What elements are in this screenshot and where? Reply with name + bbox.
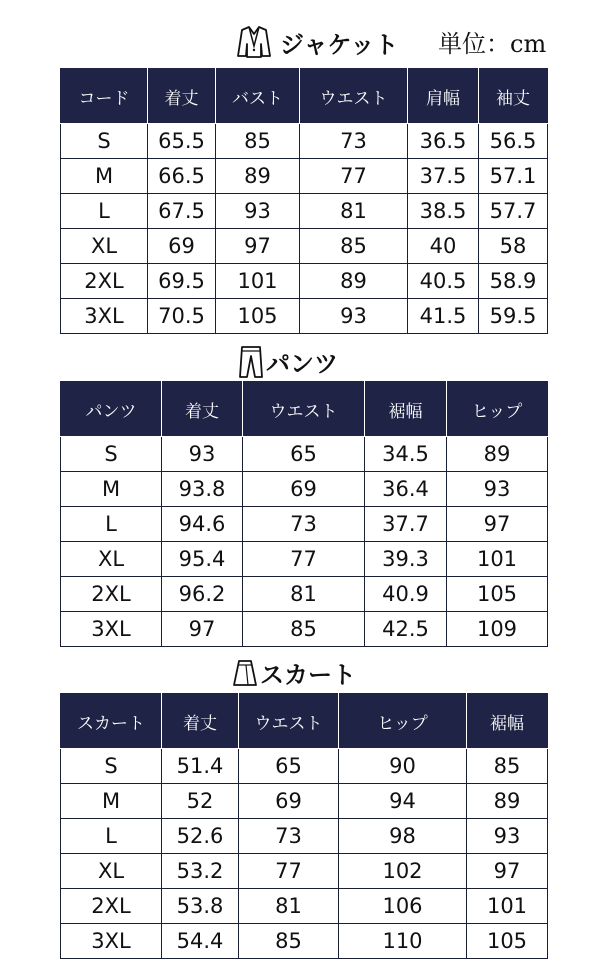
table-row — [61, 577, 548, 612]
table-cell: 58 — [479, 229, 548, 264]
skirt-title: スカート — [260, 661, 356, 689]
table-cell: 89 — [447, 437, 548, 472]
column-header: 着丈 — [148, 69, 216, 124]
table-cell: 97 — [216, 229, 300, 264]
column-header: 着丈 — [162, 694, 239, 749]
table-cell: 85 — [216, 124, 300, 159]
table-cell: 89 — [467, 784, 548, 819]
column-header: ヒップ — [447, 382, 548, 437]
table-cell: 42.5 — [365, 612, 447, 647]
table-cell: 94 — [339, 784, 467, 819]
table-row — [61, 159, 548, 194]
table-cell: 89 — [300, 264, 408, 299]
table-cell: 97 — [467, 854, 548, 889]
table-cell: 93 — [216, 194, 300, 229]
table-cell: 51.4 — [162, 749, 239, 784]
table-cell: 105 — [447, 577, 548, 612]
table-cell: 70.5 — [148, 299, 216, 334]
table-cell: 93 — [300, 299, 408, 334]
table-cell: 95.4 — [162, 542, 243, 577]
table-row — [61, 612, 548, 647]
jacket-header-row — [61, 69, 548, 124]
table-cell: 2XL — [61, 577, 162, 612]
pants-title: パンツ — [266, 350, 338, 378]
table-row — [61, 507, 548, 542]
table-cell: 73 — [239, 819, 339, 854]
table-cell: 37.5 — [408, 159, 479, 194]
table-cell: 93 — [162, 437, 243, 472]
table-cell: 3XL — [61, 612, 162, 647]
table-cell: 36.4 — [365, 472, 447, 507]
table-cell: 93 — [467, 819, 548, 854]
table-cell: 57.1 — [479, 159, 548, 194]
table-cell: M — [61, 784, 162, 819]
table-cell: 85 — [243, 612, 365, 647]
table-row — [61, 819, 548, 854]
table-cell: 96.2 — [162, 577, 243, 612]
table-cell: 2XL — [61, 264, 148, 299]
table-row — [61, 472, 548, 507]
table-cell: S — [61, 749, 162, 784]
column-header: ウエスト — [239, 694, 339, 749]
table-row — [61, 194, 548, 229]
table-cell: 101 — [467, 889, 548, 924]
table-cell: 3XL — [61, 924, 162, 959]
table-row — [61, 924, 548, 959]
table-cell: 77 — [239, 854, 339, 889]
table-cell: 57.7 — [479, 194, 548, 229]
table-cell: 40.5 — [408, 264, 479, 299]
column-header: スカート — [61, 694, 162, 749]
table-cell: 3XL — [61, 299, 148, 334]
skirt-header-row — [61, 694, 548, 749]
table-cell: 66.5 — [148, 159, 216, 194]
unit-label: 単位：cm — [438, 30, 547, 58]
table-cell: 69 — [239, 784, 339, 819]
table-cell: 89 — [216, 159, 300, 194]
table-cell: 56.5 — [479, 124, 548, 159]
jacket-icon — [234, 24, 274, 60]
table-cell: 41.5 — [408, 299, 479, 334]
column-header: ウエスト — [300, 69, 408, 124]
table-cell: L — [61, 194, 148, 229]
table-cell: 102 — [339, 854, 467, 889]
table-cell: 105 — [216, 299, 300, 334]
table-cell: 109 — [447, 612, 548, 647]
table-cell: 106 — [339, 889, 467, 924]
table-row — [61, 299, 548, 334]
pants-section-title — [238, 344, 338, 379]
column-header: ヒップ — [339, 694, 467, 749]
table-cell: 93.8 — [162, 472, 243, 507]
table-row — [61, 229, 548, 264]
table-row — [61, 854, 548, 889]
table-row — [61, 784, 548, 819]
skirt-size-table — [60, 693, 548, 959]
column-header: パンツ — [61, 382, 162, 437]
table-cell: 53.8 — [162, 889, 239, 924]
table-cell: 69.5 — [148, 264, 216, 299]
column-header: ウエスト — [243, 382, 365, 437]
table-cell: S — [61, 437, 162, 472]
table-cell: M — [61, 159, 148, 194]
pants-header-row — [61, 382, 548, 437]
table-cell: 40 — [408, 229, 479, 264]
table-cell: 58.9 — [479, 264, 548, 299]
column-header: 裾幅 — [365, 382, 447, 437]
table-row — [61, 749, 548, 784]
table-cell: 59.5 — [479, 299, 548, 334]
column-header: 裾幅 — [467, 694, 548, 749]
table-row — [61, 437, 548, 472]
table-cell: XL — [61, 854, 162, 889]
table-cell: 97 — [162, 612, 243, 647]
table-cell: 69 — [243, 472, 365, 507]
pants-icon — [238, 345, 264, 379]
skirt-icon — [232, 658, 258, 688]
skirt-section-title — [232, 655, 356, 690]
table-cell: 101 — [447, 542, 548, 577]
table-cell: 65.5 — [148, 124, 216, 159]
table-cell: 77 — [243, 542, 365, 577]
table-cell: 40.9 — [365, 577, 447, 612]
table-cell: 67.5 — [148, 194, 216, 229]
table-cell: 2XL — [61, 889, 162, 924]
table-cell: 69 — [148, 229, 216, 264]
table-cell: 53.2 — [162, 854, 239, 889]
table-cell: 81 — [300, 194, 408, 229]
table-cell: 73 — [300, 124, 408, 159]
table-cell: M — [61, 472, 162, 507]
table-cell: L — [61, 507, 162, 542]
table-cell: 65 — [243, 437, 365, 472]
table-cell: 85 — [300, 229, 408, 264]
table-row — [61, 124, 548, 159]
table-row — [61, 264, 548, 299]
table-cell: 52 — [162, 784, 239, 819]
table-cell: XL — [61, 229, 148, 264]
table-cell: L — [61, 819, 162, 854]
table-cell: 97 — [447, 507, 548, 542]
jacket-size-table — [60, 68, 548, 334]
jacket-title: ジャケット — [280, 30, 399, 59]
table-cell: 73 — [243, 507, 365, 542]
column-header: 袖丈 — [479, 69, 548, 124]
table-cell: 90 — [339, 749, 467, 784]
table-cell: 81 — [243, 577, 365, 612]
table-cell: 98 — [339, 819, 467, 854]
table-cell: 39.3 — [365, 542, 447, 577]
table-cell: XL — [61, 542, 162, 577]
table-cell: 85 — [239, 924, 339, 959]
column-header: コード — [61, 69, 148, 124]
table-cell: 77 — [300, 159, 408, 194]
table-row — [61, 889, 548, 924]
table-cell: 38.5 — [408, 194, 479, 229]
table-cell: 37.7 — [365, 507, 447, 542]
column-header: バスト — [216, 69, 300, 124]
jacket-section-title — [234, 24, 398, 60]
column-header: 肩幅 — [408, 69, 479, 124]
table-cell: 54.4 — [162, 924, 239, 959]
table-cell: 81 — [239, 889, 339, 924]
table-cell: 65 — [239, 749, 339, 784]
table-cell: S — [61, 124, 148, 159]
table-cell: 94.6 — [162, 507, 243, 542]
table-cell: 93 — [447, 472, 548, 507]
table-cell: 34.5 — [365, 437, 447, 472]
table-cell: 52.6 — [162, 819, 239, 854]
pants-size-table — [60, 381, 548, 647]
table-cell: 101 — [216, 264, 300, 299]
table-cell: 85 — [467, 749, 548, 784]
column-header: 着丈 — [162, 382, 243, 437]
table-cell: 105 — [467, 924, 548, 959]
table-cell: 36.5 — [408, 124, 479, 159]
table-cell: 110 — [339, 924, 467, 959]
table-row — [61, 542, 548, 577]
